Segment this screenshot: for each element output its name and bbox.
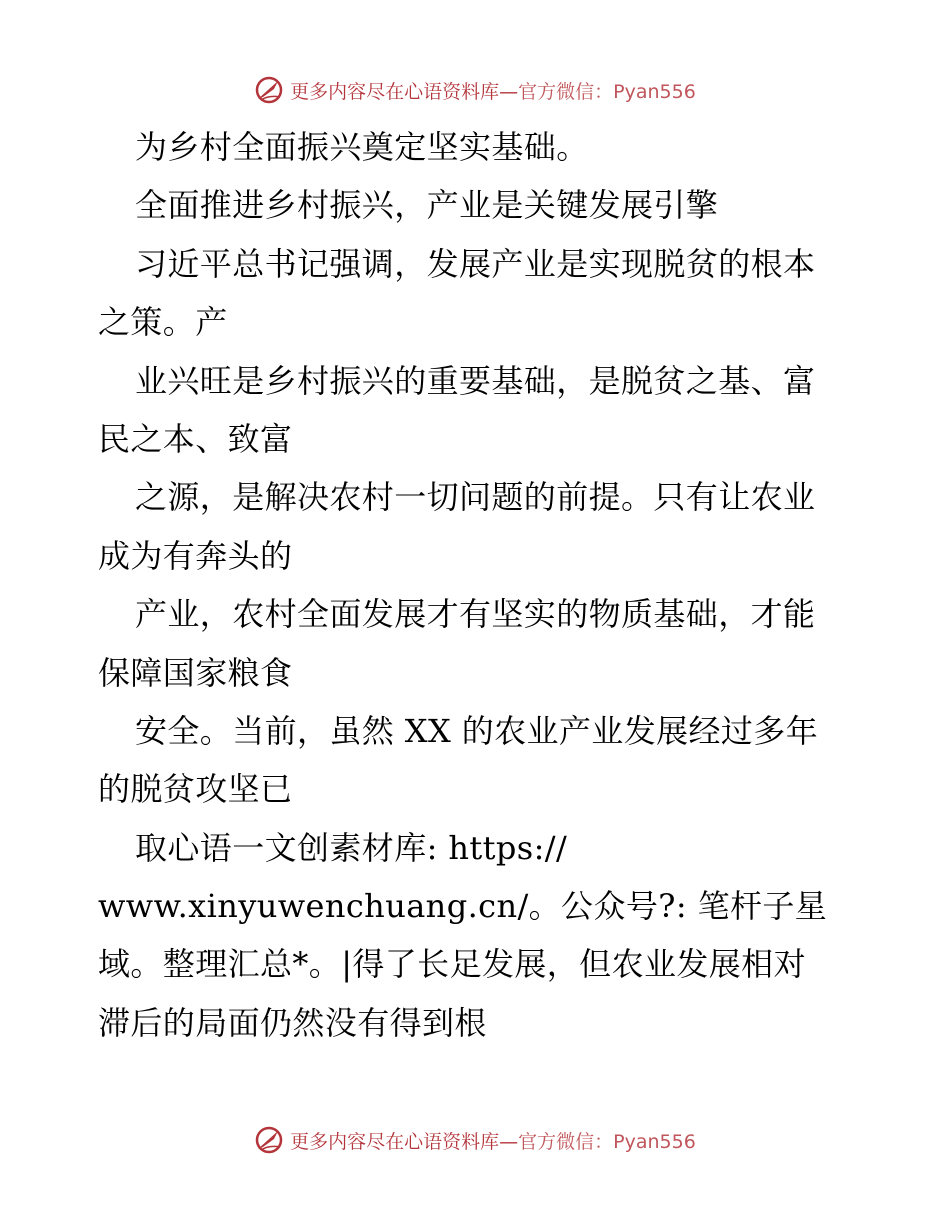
header-watermark-text bbox=[290, 77, 696, 104]
body-line: 滞后的局面仍然没有得到根 bbox=[98, 1003, 487, 1042]
footer-watermark bbox=[0, 1120, 950, 1160]
body-line: 民之本、致富 bbox=[98, 419, 293, 458]
body-line: 为乡村全面振兴奠定坚实基础。 bbox=[135, 128, 589, 166]
body-line: 之策。产 bbox=[98, 303, 228, 342]
header-watermark-separator: — bbox=[499, 80, 519, 103]
footer-watermark-account: 官方微信：Pyan556 bbox=[518, 1130, 696, 1153]
footer-watermark-main: 更多内容尽在心语资料库 bbox=[290, 1130, 500, 1153]
body-line: 成为有奔头的 bbox=[98, 536, 293, 575]
body-line: 安全。当前，虽然 XX 的农业产业发展经过多年 bbox=[135, 711, 819, 750]
body-line: 之源，是解决农村一切问题的前提。只有让农业 bbox=[135, 478, 816, 517]
document-body bbox=[98, 118, 858, 1052]
body-line: 习近平总书记强调，发展产业是实现脱贫的根本 bbox=[135, 244, 816, 283]
header-watermark bbox=[0, 70, 950, 110]
body-line: 取心语一文创素材库: https:// bbox=[135, 828, 568, 867]
body-line: 保障国家粮食 bbox=[98, 653, 293, 692]
body-line: 的脱贫攻坚已 bbox=[98, 770, 293, 809]
body-line: 业兴旺是乡村振兴的重要基础，是脱贫之基、富 bbox=[135, 361, 816, 400]
quill-logo-icon bbox=[254, 75, 284, 105]
body-line: 产业，农村全面发展才有坚实的物质基础，才能 bbox=[135, 595, 816, 634]
body-line: 全面推进乡村振兴，产业是关键发展引擎 bbox=[135, 186, 719, 225]
footer-watermark-text bbox=[290, 1127, 696, 1154]
body-line: 域。整理汇总*。|得了长足发展，但农业发展相对 bbox=[98, 945, 806, 984]
header-watermark-main: 更多内容尽在心语资料库 bbox=[290, 80, 500, 103]
body-line: www.xinyuwenchuang.cn/。公众号?: 笔杆子星 bbox=[98, 887, 828, 926]
footer-watermark-separator: — bbox=[499, 1130, 519, 1153]
quill-logo-icon bbox=[254, 1125, 284, 1155]
header-watermark-account: 官方微信：Pyan556 bbox=[518, 80, 696, 103]
